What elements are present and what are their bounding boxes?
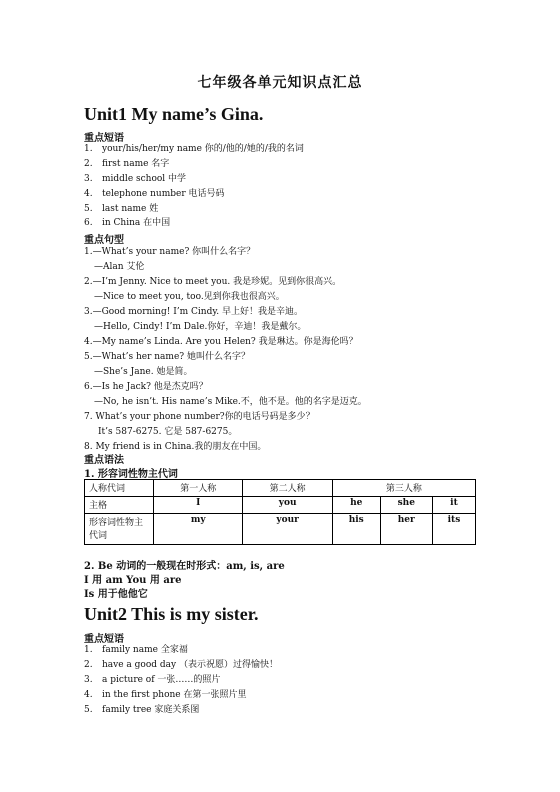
grammar-note: Is 用于他他它 bbox=[84, 589, 148, 600]
list-item: 2. first name 名字 bbox=[84, 159, 170, 169]
table-cell: 第三人称 bbox=[332, 480, 475, 497]
sentence-line: 8. My friend is in China.我的朋友在中国。 bbox=[84, 442, 267, 452]
list-item: 5. last name 姓 bbox=[84, 204, 159, 214]
grammar-item-2: 2. Be 动词的一般现在时形式：am, is, are bbox=[84, 561, 285, 572]
pronoun-table bbox=[84, 479, 476, 545]
sentence-line: 3.—Good morning! I’m Cindy. 早上好！我是辛迪。 bbox=[84, 307, 303, 317]
table-cell: its bbox=[432, 514, 475, 545]
sentence-line: —No, he isn’t. His name’s Mike.不，他不是。他的名字是迈克。 bbox=[94, 397, 367, 407]
table-cell: his bbox=[332, 514, 380, 545]
sentence-line: —Nice to meet you, too.见到你我也很高兴。 bbox=[94, 292, 285, 302]
sentence-line: It’s 587-6275. 它是 587-6275。 bbox=[98, 427, 238, 437]
page-title: 七年级各单元知识点汇总 bbox=[197, 75, 363, 91]
grammar-note: I 用 am You 用 are bbox=[84, 575, 182, 586]
sentence-line: 7. What’s your phone number?你的电话号码是多少？ bbox=[84, 412, 315, 422]
table-cell: you bbox=[243, 497, 332, 514]
grammar-item-1: 1. 形容词性物主代词 bbox=[84, 469, 178, 480]
sentence-line: 2.—I’m Jenny. Nice to meet you. 我是珍妮。见到你很高兴。 bbox=[84, 277, 342, 287]
table-cell: your bbox=[243, 514, 332, 545]
sentence-line: 4.—My name’s Linda. Are you Helen? 我是琳达。你是海伦吗？ bbox=[84, 337, 358, 347]
table-cell: her bbox=[380, 514, 432, 545]
table-row bbox=[85, 514, 476, 545]
unit1-phrases-title: 重点短语 bbox=[84, 133, 124, 144]
table-cell: 人称代词 bbox=[85, 480, 154, 497]
unit2-heading: Unit2 This is my sister. bbox=[84, 604, 259, 624]
list-item: 5. family tree 家庭关系图 bbox=[84, 705, 200, 715]
unit1-heading: Unit1 My name’s Gina. bbox=[84, 104, 264, 124]
table-cell: 第二人称 bbox=[243, 480, 332, 497]
sentence-line: —She’s Jane. 她是简。 bbox=[94, 367, 193, 377]
unit2-phrases-title: 重点短语 bbox=[84, 634, 124, 645]
table-row bbox=[85, 480, 476, 497]
table-cell: he bbox=[332, 497, 380, 514]
list-item: 6. in China 在中国 bbox=[84, 218, 171, 228]
table-cell: it bbox=[432, 497, 475, 514]
table-cell: she bbox=[380, 497, 432, 514]
table-cell: 形容词性物主代词 bbox=[85, 514, 154, 545]
sentence-line: 1.—What’s your name? 你叫什么名字？ bbox=[84, 247, 256, 257]
table-cell: 第一人称 bbox=[154, 480, 243, 497]
list-item: 1. family name 全家福 bbox=[84, 645, 188, 655]
table-cell: 主格 bbox=[85, 497, 154, 514]
table-cell: my bbox=[154, 514, 243, 545]
list-item: 4. in the first phone 在第一张照片里 bbox=[84, 690, 247, 700]
table-cell: I bbox=[154, 497, 243, 514]
sentence-line: 5.—What’s her name? 她叫什么名字？ bbox=[84, 352, 250, 362]
unit1-grammar-title: 重点语法 bbox=[84, 455, 124, 466]
list-item: 4. telephone number 电话号码 bbox=[84, 189, 225, 199]
list-item: 3. a picture of 一张……的照片 bbox=[84, 675, 221, 685]
sentence-line: —Alan 艾伦 bbox=[94, 262, 145, 272]
sentence-line: —Hello, Cindy! I’m Dale.你好，辛迪！我是戴尔。 bbox=[94, 322, 307, 332]
table-row bbox=[85, 497, 476, 514]
list-item: 2. have a good day （表示祝愿）过得愉快！ bbox=[84, 660, 278, 670]
sentence-line: 6.—Is he Jack? 他是杰克吗？ bbox=[84, 382, 208, 392]
list-item: 3. middle school 中学 bbox=[84, 174, 187, 184]
list-item: 1. your/his/her/my name 你的/他的/她的/我的名词 bbox=[84, 144, 304, 154]
unit1-sentences-title: 重点句型 bbox=[84, 235, 124, 246]
